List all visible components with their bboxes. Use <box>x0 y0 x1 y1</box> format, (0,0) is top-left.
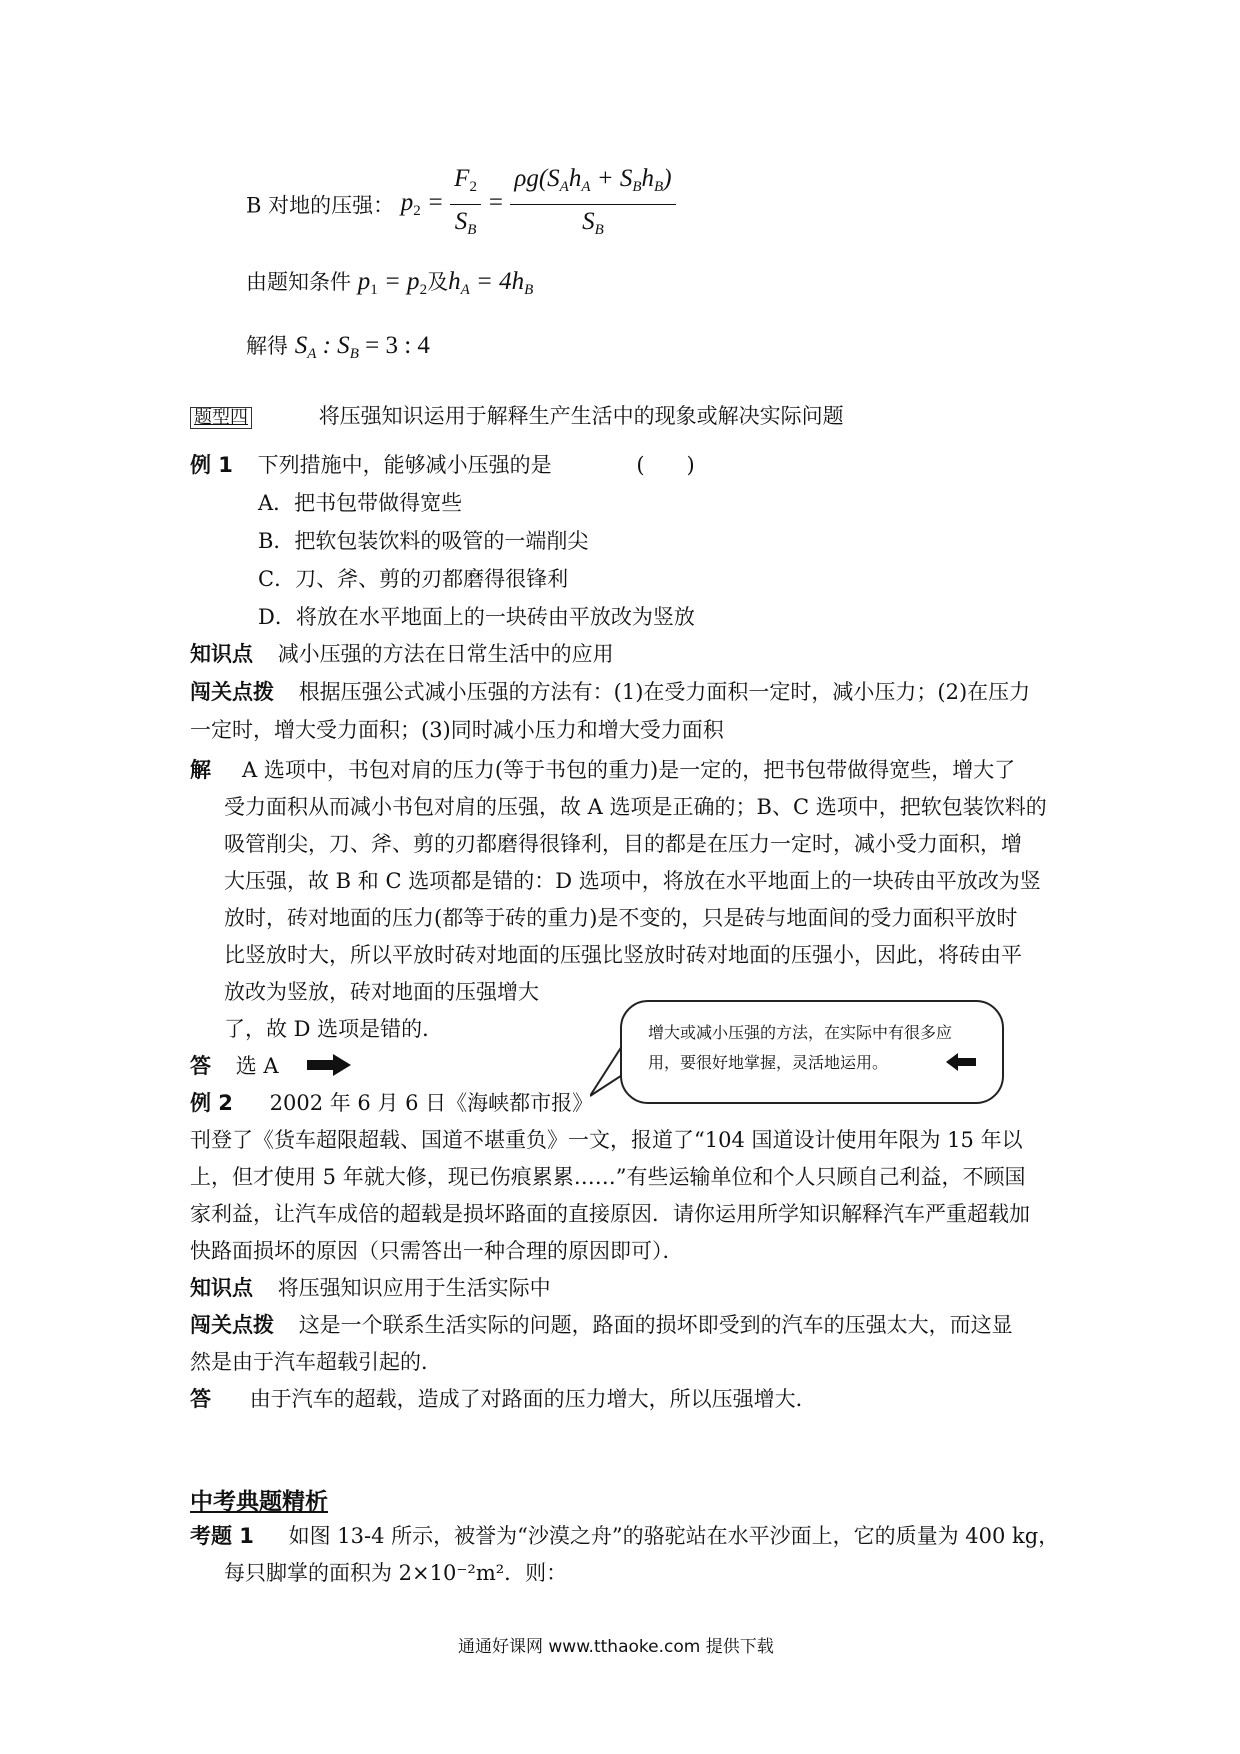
example1-answer <box>190 1050 351 1081</box>
example1-solution-label: 解 <box>190 758 211 782</box>
section-q1-label: 考题 1 <box>190 1524 254 1548</box>
example1-question-text: 下列措施中，能够减小压强的是 <box>257 453 552 477</box>
tip-bubble <box>620 1000 1004 1104</box>
section-q1-line2: 每只脚掌的面积为 2×10⁻²m²．则： <box>224 1561 568 1585</box>
formula-p2 <box>246 162 676 247</box>
condition-mid: 及 <box>427 270 449 294</box>
example1-knowledge-label: 知识点 <box>190 642 253 666</box>
condition-expression: $p_1 = p_2$ <box>357 268 428 298</box>
formula-p2-expression: $p_2$ = $\frac{F_2}{S_B}$ = $\frac{\rho g(S_Ah_A + S_Bh_B)}{S_B}$ <box>401 189 676 216</box>
page-footer: 通通好课网 www.tthaoke.com 提供下载 <box>458 1637 774 1657</box>
formula-p2-label: B 对地的压强： <box>246 193 395 218</box>
example1-solution-line6: 比竖放时大，所以平放时砖对地面的压强比竖放时砖对地面的压强小，因此，将砖由平 <box>224 943 1022 967</box>
topic-heading <box>190 400 844 430</box>
example2-tip-label: 闯关点拨 <box>190 1313 274 1337</box>
example1-solution-line8: 了，故 D 选项是错的． <box>224 1017 444 1041</box>
example2-line4: 家利益，让汽车成倍的超载是损坏路面的直接原因．请你运用所学知识解释汽车严重超载加 <box>190 1202 1030 1226</box>
arrow-right-icon <box>307 1054 351 1081</box>
section-title: 中考典题精析 <box>190 1489 328 1515</box>
section-q1 <box>190 1520 1059 1550</box>
example1-option-d: D．将放在水平地面上的一块砖由平放改为竖放 <box>258 605 695 629</box>
example2-line2: 刊登了《货车超限超载、国道不堪重负》一文，报道了“104 国道设计使用年限为 15 年以 <box>190 1128 1023 1152</box>
example1-option-a: A．把书包带做得宽些 <box>258 491 463 515</box>
example1-tip-line1: 根据压强公式减小压强的方法有：(1)在受力面积一定时，减小压力；(2)在压力 <box>298 680 1031 704</box>
example1-solution-line7: 放改为竖放，砖对地面的压强增大 <box>224 980 539 1004</box>
example2-knowledge-label: 知识点 <box>190 1276 253 1300</box>
result-expression: $S_A$ : $S_B = 3$ : 4 <box>294 332 430 362</box>
example2-knowledge-text: 将压强知识应用于生活实际中 <box>277 1276 551 1300</box>
example2-tip-line1: 这是一个联系生活实际的问题，路面的损坏即受到的汽车的压强太大，而这显 <box>298 1313 1013 1337</box>
result-label: 解得 <box>246 334 288 358</box>
example1-answer-text: 选 A <box>235 1054 279 1078</box>
topic-badge: 题型四 <box>190 407 252 429</box>
formula-condition <box>246 266 533 299</box>
example1-option-b: B．把软包装饮料的吸管的一端削尖 <box>258 529 589 553</box>
example1-tip <box>190 676 1030 706</box>
example2-tip <box>190 1309 1013 1339</box>
condition-expression-2: $h_A = 4h_B$ <box>448 268 534 298</box>
example1-knowledge <box>190 638 614 668</box>
example2-tip-line2: 然是由于汽车超载引起的． <box>190 1350 442 1374</box>
example2-answer-text: 由于汽车的超载，造成了对路面的压力增大，所以压强增大． <box>249 1387 817 1411</box>
topic-title: 将压强知识运用于解释生产生活中的现象或解决实际问题 <box>318 404 844 428</box>
example1-tip-label: 闯关点拨 <box>190 680 274 704</box>
example1-knowledge-text: 减小压强的方法在日常生活中的应用 <box>277 642 614 666</box>
example1-answer-label: 答 <box>190 1054 211 1078</box>
example1-solution-line4: 大压强，故 B 和 C 选项都是错的：D 选项中，将放在水平地面上的一块砖由平放改为竖 <box>224 869 1041 893</box>
example1-tip-line2: 一定时，增大受力面积；(3)同时减小压力和增大受力面积 <box>190 718 724 742</box>
example1-solution-line5: 放时，砖对地面的压力(都等于砖的重力)是不变的，只是砖与地面间的受力面积平放时 <box>224 906 1018 930</box>
example1-question <box>190 449 695 479</box>
example1-bracket: ( ) <box>636 453 695 477</box>
example2-knowledge <box>190 1272 551 1302</box>
example2-answer <box>190 1383 817 1413</box>
example2-question <box>190 1087 593 1117</box>
example2-answer-label: 答 <box>190 1387 211 1411</box>
example2-label: 例 2 <box>190 1091 233 1115</box>
example2-line5: 快路面损坏的原因（只需答出一种合理的原因即可）． <box>190 1239 684 1263</box>
example2-line3: 上，但才使用 5 年就大修，现已伤痕累累……”有些运输单位和个人只顾自己利益，不顾国 <box>190 1165 1026 1189</box>
example1-label: 例 1 <box>190 453 233 477</box>
tip-bubble-text: 增大或减小压强的方法，在实际中有很多应用，要很好地掌握，灵活地运用。 <box>648 1023 953 1072</box>
section-q1-line1: 如图 13-4 所示，被誉为“沙漠之舟”的骆驼站在水平沙面上，它的质量为 400 kg， <box>288 1524 1060 1548</box>
example1-solution-line1: A 选项中，书包对肩的压力(等于书包的重力)是一定的，把书包带做得宽些，增大了 <box>242 758 1016 782</box>
condition-label: 由题知条件 <box>246 270 351 294</box>
example1-solution-line2: 受力面积从而减小书包对肩的压强，故 A 选项是正确的；B、C 选项中，把软包装饮料的 <box>224 795 1047 819</box>
example1-solution-line3: 吸管削尖，刀、斧、剪的刃都磨得很锋利，目的都是在压力一定时，减小受力面积，增 <box>224 832 1022 856</box>
example1-option-c: C．刀、斧、剪的刃都磨得很锋利 <box>258 567 569 591</box>
formula-result <box>246 330 430 363</box>
example2-line1: 2002 年 6 月 6 日《海峡都市报》 <box>269 1091 594 1115</box>
arrow-left-icon <box>946 1052 976 1076</box>
